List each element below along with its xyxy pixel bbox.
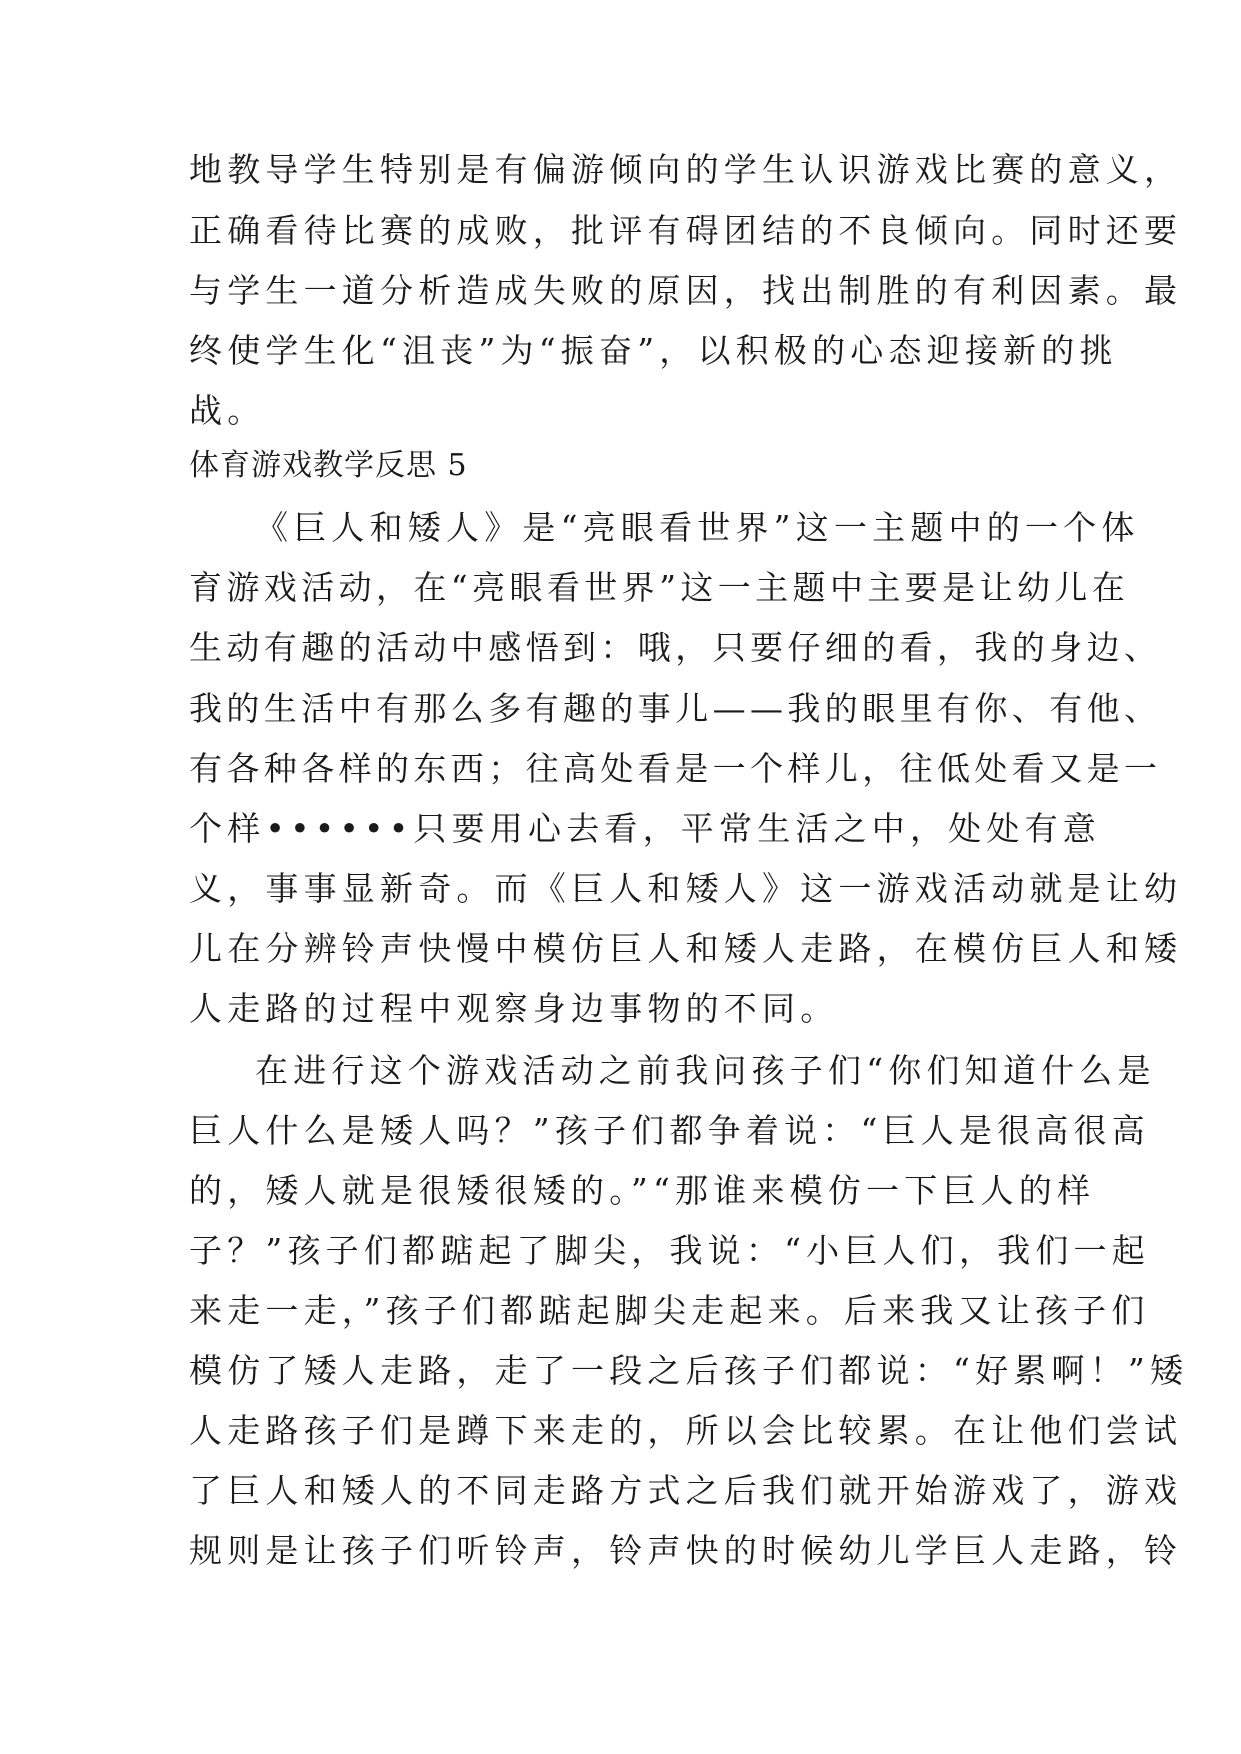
paragraph-line: 人走路孩子们是蹲下来走的，所以会比较累。在让他们尝试 <box>189 1411 1183 1450</box>
paragraph-line: 人走路的过程中观察身边事物的不同。 <box>189 989 839 1028</box>
paragraph-line: 子？”孩子们都踮起了脚尖，我说：“小巨人们，我们一起 <box>189 1231 1150 1270</box>
text-line: 战。 <box>189 391 266 430</box>
paragraph-line: 义，事事显新奇。而《巨人和矮人》这一游戏活动就是让幼 <box>189 869 1183 908</box>
text-line: 与学生一道分析造成失败的原因，找出制胜的有利因素。最 <box>189 271 1183 310</box>
paragraph-line: 来走一走，”孩子们都踮起脚尖走起来。后来我又让孩子们 <box>189 1291 1150 1330</box>
paragraph-line: 我的生活中有那么多有趣的事儿——我的眼里有你、有他、 <box>189 689 1162 728</box>
paragraph-line: 育游戏活动，在“亮眼看世界”这一主题中主要是让幼儿在 <box>189 568 1130 607</box>
paragraph-line: 模仿了矮人走路，走了一段之后孩子们都说：“好累啊！”矮 <box>189 1351 1189 1390</box>
paragraph-line: 生动有趣的活动中感悟到：哦，只要仔细的看，我的身边、 <box>189 628 1162 667</box>
paragraph-line: 《巨人和矮人》是“亮眼看世界”这一主题中的一个体 <box>255 508 1140 547</box>
paragraph-line: 个样••••••只要用心去看，平常生活之中，处处有意 <box>189 809 1101 848</box>
text-line: 正确看待比赛的成败，批评有碍团结的不良倾向。同时还要 <box>189 211 1183 250</box>
paragraph-line: 儿在分辨铃声快慢中模仿巨人和矮人走路，在模仿巨人和矮 <box>189 929 1183 968</box>
paragraph-line: 了巨人和矮人的不同走路方式之后我们就开始游戏了，游戏 <box>189 1471 1183 1510</box>
paragraph-line: 规则是让孩子们听铃声，铃声快的时候幼儿学巨人走路，铃 <box>189 1531 1183 1570</box>
paragraph-line: 巨人什么是矮人吗？”孩子们都争着说：“巨人是很高很高 <box>189 1111 1150 1150</box>
section-heading: 体育游戏教学反思 5 <box>189 448 468 483</box>
text-line: 地教导学生特别是有偏游倾向的学生认识游戏比赛的意义， <box>189 150 1183 189</box>
paragraph-line: 有各种各样的东西；往高处看是一个样儿，往低处看又是一 <box>189 749 1162 788</box>
paragraph-line: 的，矮人就是很矮很矮的。”“那谁来模仿一下巨人的样 <box>189 1171 1096 1210</box>
text-line: 终使学生化“沮丧”为“振奋”，以积极的心态迎接新的挑 <box>189 331 1118 370</box>
paragraph-line: 在进行这个游戏活动之前我问孩子们“你们知道什么是 <box>255 1051 1156 1090</box>
